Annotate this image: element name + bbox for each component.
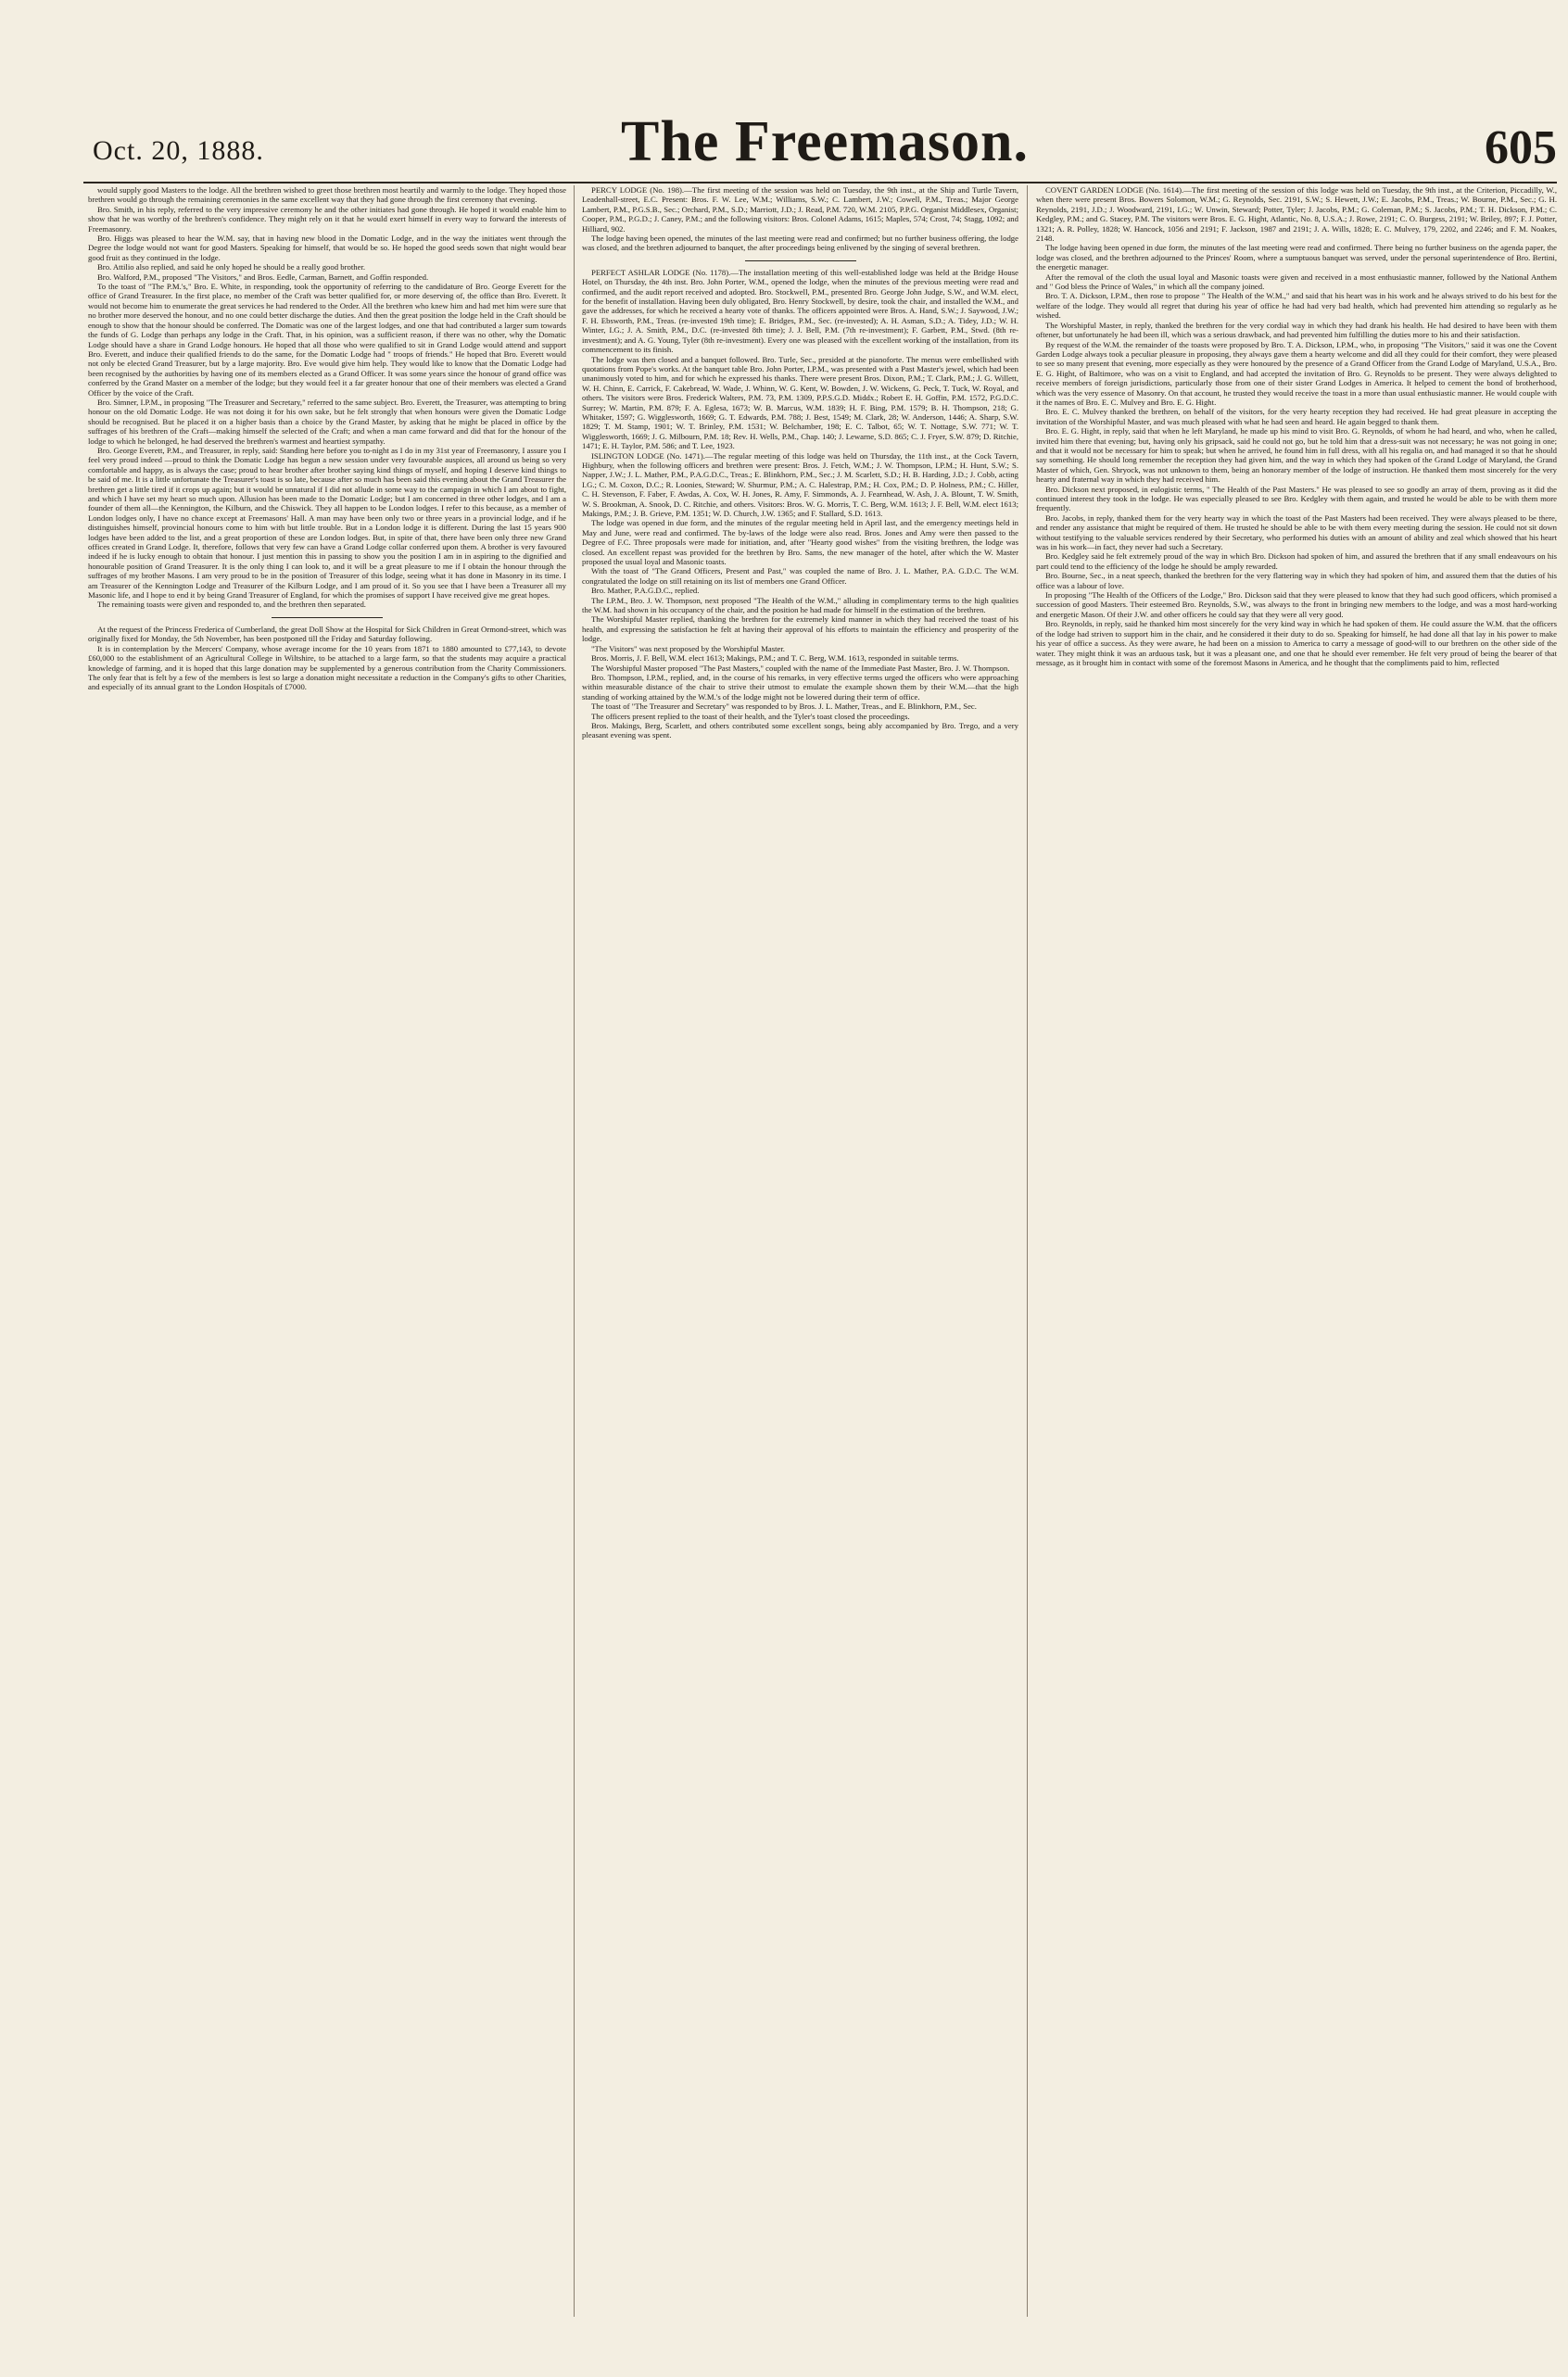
column-divider — [574, 185, 575, 2317]
paragraph: Bros. Morris, J. F. Bell, W.M. elect 1613; Makings, P.M.; and T. C. Berg, W.M. 1613, responded in suitable terms. — [591, 653, 959, 664]
paragraph: After the removal of the cloth the usual loyal and Masonic toasts were given and received in a most enthusiastic manner, followed by the National Anthem and " God bless the Prince of Wales," in which all the company joined. — [1036, 272, 1557, 292]
paragraph: Bro. George Everett, P.M., and Treasurer, in reply, said: Standing here before you to-night as I do in my 31st year of Freemasonry, I assure you I feel very proud indeed —proud to think the Domatic Lodge has begun a new session under very favourable auspices, all around us being so very comfortable and happy, as is always the case; proud to hear brother after brother saying kind things of myself, and hoping I deserve kind things to be said of me. It is a little unfortunate the Treasurer's toast is so late, because after so much has been said this evening about the Grand Treasurer the brethren get a little tired if it crops up again; but it would be unnatural if I did not allude in some way to the campaign in which I am about to fight, and which I have set my heart so much upon. Allusion has been made to the Domatic Lodge; but I am concerned in three other lodges, and I am a founder of them all—the Kennington, the Kilburn, and the Chiswick. They all happen to be London lodges. I refer to this because, as a member of London lodges only, I have no chance except at Freemasons' Hall. A man may have been only two or three years in a provincial lodge, and if he distinguishes himself, provincial honours come to him with but little trouble. But in a London lodge it is different. During the last 15 years 900 lodges have been added to the list, and a great proportion of these are London lodges. But, in spite of that, there have been only three new Grand offices created in Grand Lodge. It, therefore, follows that very few can have a Grand Lodge collar conferred upon them. A brother is very favoured indeed if he is lucky enough to obtain that honour. I just mention this in passing to show you the position I am in in aspiring to the dignified and honourable position of Grand Treasurer. It is the only thing I can look to, and it will be a great pleasure to me if I obtain the honour through the suffrages of my brother Masons. I am very proud to be in the position of Treasurer of this lodge, seeing what it has done in Masonry in its time. I am Treasurer of the Kennington Lodge and Treasurer of the Kilburn Lodge, and I am proud of it. So you see that I have been a Treasurer all my Masonic life, and I hope to end it by being Grand Treasurer of England, for which the promises of support I have received give me great hopes. — [88, 445, 566, 601]
column-1 — [88, 185, 566, 2317]
paragraph: Bro. Thompson, I.P.M., replied, and, in the course of his remarks, in very effective terms urged the officers who were approaching within measurable distance of the chair to strive their utmost to emulate the example shown them by their W.M.—that the high standing of working attained by the W.M.'s of the lodge might not be lowered during their term of office. — [582, 672, 1018, 702]
paragraph: The lodge was opened in due form, and the minutes of the regular meeting held in April last, and the emergency meetings held in May and June, were read and confirmed. The by-laws of the lodge were also read. Bros. Jones and Amy were then passed to the Degree of F.C. Three proposals were made for initiation, and, after "Hearty good wishes" from the visiting brethren, the lodge was closed. An excellent repast was provided for the brethren by Bro. Sams, the new manager of the hotel, after which the W. Master proposed the usual loyal and Masonic toasts. — [582, 518, 1018, 567]
masthead — [93, 109, 1557, 174]
column-divider — [1027, 185, 1028, 2317]
paragraph: Bro. Higgs was pleased to hear the W.M. say, that in having new blood in the Domatic Lodge, and in the way the initiates went through the Degree the lodge would not want for good Masters. Speaking for himself, that would be so. He hoped the good seeds sown that night would bear good fruit as they continued in the lodge. — [88, 234, 566, 262]
paragraph: The officers present replied to the toast of their health, and the Tyler's toast closed the proceedings. — [591, 711, 910, 721]
paragraph: Bro. T. A. Dickson, I.P.M., then rose to propose " The Health of the W.M.," and said that his heart was in his work and he always strived to do his best for the welfare of the lodge. They would all regret that during his year of office he had had very bad health, which had prevented him attending so regularly as he wished. — [1036, 291, 1557, 321]
paragraph: Bro. Walford, P.M., proposed "The Visitors," and Bros. Eedle, Carman, Barnett, and Goffin responded. — [97, 272, 429, 282]
paragraph: The lodge was then closed and a banquet followed. Bro. Turle, Sec., presided at the pianoforte. The menus were embellished with quotations from Pope's works. At the banquet table Bro. John Porter, I.P.M., was presented with a Past Master's jewel, which had been unanimously voted to him, and for which he expressed his thanks. There were present Bros. Dixon, P.M.; T. Clark, P.M.; J. G. Willett, W. H. Chinn, E. Carrick, F. Cakebread, W. Wade, J. Whinn, W. G. Kent, W. Bowden, J. W. Wickens, G. Peck, T. Tuck, W. Royal, and others. The visitors were Bros. Frederick Walters, P.M. 73, P.M. 1309, P.P.S.G.D. Middx.; Robert E. H. Goffin, P.M. 1572, P.G.D.C. Surrey; W. Martin, P.M. 879; F. A. Eglesa, 1673; W. B. Marcus, W.M. 1839; H. F. Bing, P.M. 1579; B. H. Thompson, 218; G. Whitaker, 1597; G. Wigglesworth, 1669; G. T. Edwards, P.M. 788; J. Best, 1549; M. Clark, 28; W. Anderson, 1446; A. Sharp, S.W. 1829; T. M. Stamp, 1901; W. T. Brinley, P.M. 1531; W. Belchamber, 198; E. C. Talbot, 65; W. T. Nottage, S.W. 771; W. T. Wigglesworth, 1669; J. G. Milbourn, P.M. 18; Rev. H. Wells, P.M., Chap. 140; J. Lewarne, S.D. 865; C. J. Fryer, S.W. 879; D. Ritchie, 1471; E. H. Taylor, P.M. 586; and T. Lee, 1923. — [582, 354, 1018, 451]
paragraph: At the request of the Princess Frederica of Cumberland, the great Doll Show at the Hospital for Sick Children in Great Ormond-street, which was originally fixed for Monday, the 5th November, has been postponed till the Friday and Saturday following. — [88, 624, 566, 644]
paragraph: Bro. E. G. Hight, in reply, said that when he left Maryland, he made up his mind to visit Bro. G. Reynolds, of whom he had heard, and who, when he called, invited him there that evening; but, having only his gripsack, said he could not go, but he told him that a dress-suit was not necessary; he was not going in one; and that it would not be necessary for him to speak; but when he arrived, he found him in full dress, with all his regalia on, and had managed it so that he should say something. He should long remember the reception they had given him, and the way in which they had spoken of the Grand Lodge of Maryland, the Grand Master of which, Gen. Shryock, was not unknown to them, being an honorary member of the lodge of instruction. He thanked them most sincerely for the very hearty and fraternal way in which they had received him. — [1036, 426, 1557, 485]
column-2 — [582, 185, 1018, 2317]
lodge-report-heading: PERFECT ASHLAR LODGE (No. 1178).—The installation meeting of this well-established lodge was held at the Bridge House Hotel, on Thursday, the 4th inst. Bro. John Porter, W.M., opened the lodge, when the minutes of the previous meeting were read and confirmed, and the audit report received and adopted. Bro. Stockwell, P.M., presented Bro. George John Judge, S.W., and W.M. elect, for the benefit of installation. Having been duly obligated, Bro. Henry Stockwell, by desire, took the chair, and installed the W.M., and gave the addresses, for which he received a hearty vote of thanks. The officers appointed were Bros. A. Hand, S.W.; J. Saywood, J.W.; F. H. Ebsworth, P.M., Treas. (re-invested 19th time); E. Bridges, P.M., Sec. (re-invested); A. H. Asman, S.D.; A. Tidey, J.D.; W. H. Winter, I.G.; J. A. Smith, P.M., D.C. (re-invested 8th time); J. J. Bell, P.M. (7th re-investment); F. Garbett, P.M., Stwd. (8th re-investment); and A. G. Young, Tyler (8th re-investment). Every one was pleased with the excellent working of the installation, from its commencement to its finish. — [582, 267, 1018, 355]
paragraph: Bro. Dickson next proposed, in eulogistic terms, " The Health of the Past Masters." He was pleased to see so goodly an array of them, proving as it did the continued interest they took in the lodge. He was especially pleased to see Bro. Kedgley with them again, and trusted he would be able to be with them more frequently. — [1036, 484, 1557, 513]
paragraph: Bro. Mather, P.A.G.D.C., replied. — [591, 586, 700, 596]
paragraph: The remaining toasts were given and responded to, and the brethren then separated. — [97, 600, 366, 610]
page-number: 605 — [1485, 121, 1557, 174]
masthead-rule — [83, 182, 1557, 183]
paragraph: In proposing "The Health of the Officers of the Lodge," Bro. Dickson said that they were pleased to know that they had such good officers, which promised a succession of good Masters. Their esteemed Bro. Reynolds, S.W., was always to the front in bringing new members to the lodge, and was a most hard-working and energetic Mason. Of their J.W. and other officers he could say that they were all very good. — [1036, 590, 1557, 619]
lodge-report-heading: ISLINGTON LODGE (No. 1471).—The regular meeting of this lodge was held on Thursday, the 11th inst., at the Cock Tavern, Highbury, when the following officers and brethren were present: Bros. J. Fetch, W.M.; J. W. Thompson, I.P.M.; H. Hunt, S.W.; S. Napper, J.W.; J. L. Mather, P.M., P.A.G.D.C., Treas.; E. Blinkhorn, P.M., Sec.; J. M. Scarlett, S.D.; H. B. Harding, J.D.; J. Cobb, acting I.G.; C. M. Coxon, D.C.; R. Loonies, Steward; W. Shurmur, P.M.; A. C. Halestrap, P.M.; H. Cox, P.M.; D. P. Holness, P.M.; C. Hiller, C. H. Stevenson, F. Faber, F. Awdas, A. Cox, W. H. Jones, R. Amy, F. Simmonds, A. J. Fearnhead, W. Ash, J. A. Blount, T. W. Smith, W. S. Brookman, A. Snook, D. C. Ritchie, and others. Visitors: Bros. W. G. Morris, T. C. Berg, W.M. 1613; J. F. Bell, W.M. elect 1613; Makings, P.M.; J. B. Grieve, P.M. 1351; W. D. Church, J.W. 1365; and F. Stallard, S.D. 1613. — [582, 450, 1018, 518]
section-separator — [272, 617, 383, 618]
paragraph: The lodge having been opened in due form, the minutes of the last meeting were read and confirmed. There being no further business on the agenda paper, the lodge was closed, and the brethren adjourned to the Princes' Room, where a sumptuous banquet was served, under the personal superintendence of Bro. Bertini, the energetic manager. — [1036, 243, 1557, 272]
lodge-report-heading: PERCY LODGE (No. 198).—The first meeting of the session was held on Tuesday, the 9th inst., at the Ship and Turtle Tavern, Leadenhall-street, E.C. Present: Bros. F. W. Lee, W.M.; Williams, S.W.; C. Lambert, J.W.; Cowell, P.M., Treas.; Major George Lambert, P.M., P.G.S.B., Sec.; Orchard, P.M., S.D.; Marriott, J.D.; J. Read, P.M. 720, W.M. 2105, P.P.G. Organist Middlesex, Organist; Cooper, P.M., P.G.D.; J. Caney, P.M.; and the following visitors: Bros. Colonel Adams, 1615; Maples, 574; Crost, 74; Stagg, 1092; and Hilliard, 902. — [582, 185, 1018, 234]
paragraph: With the toast of "The Grand Officers, Present and Past," was coupled the name of Bro. J. L. Mather, P.A. G.D.C. The W.M. congratulated the lodge on still retaining on its list of members one Grand Officer. — [582, 566, 1018, 586]
paragraph: Bro. Attilio also replied, and said he only hoped he should be a really good brother. — [97, 262, 366, 272]
paragraph: To the toast of "The P.M.'s," Bro. E. White, in responding, took the opportunity of referring to the candidature of Bro. George Everett for the office of Grand Treasurer. In the first place, no member of the Craft was better qualified for, or more deserving of, the office than Bro. Everett. It would not become him to enumerate the great services he had rendered to the Order. All the brethren who knew him and had met him were sure that no brother more deserved the honour, and no one could better discharge the duties. And then the great position the lodge held in the Craft should be enough to show that the honour should be conferred. The Domatic was one of the largest lodges, and one that had contributed a larger sum towards the funds of G. Lodge than perhaps any lodge in the Craft. That, in his opinion, was a sufficient reason, if there was no other, why the Domatic Lodge should have a share in Grand Lodge honours. He hoped that all those who were qualified to sit in Grand Lodge would attend and support Bro. Everett, and induce their qualified friends to do the same, for the Domatic Lodge had " troops of friends." He hoped that Bro. Everett would not only be elected Grand Treasurer, but by a large majority. Bro. Eve would give him help. They would like to know that the Domatic Lodge had been recognised by the authorities by having one of its members elected as a Grand Officer. It was some years since the honour of grand office was conferred by the Grand Master on a member of the lodge; but they would feel it a far greater honour that one of their members was elected a Grand Officer by the voice of the Craft. — [88, 282, 566, 398]
issue-date: Oct. 20, 1888. — [93, 135, 264, 166]
column-3 — [1036, 185, 1557, 2317]
paragraph: would supply good Masters to the lodge. All the brethren wished to greet those brethren most heartily and warmly to the lodge. They hoped those brethren would go through the remaining ceremonies in the same excellent way that they had gone through the first ceremony that evening. — [88, 185, 566, 205]
paragraph: Bro. Jacobs, in reply, thanked them for the very hearty way in which the toast of the Past Masters had been received. They were always pleased to be there, and render any assistance that might be required of them. He trusted he should be able to be with them every meeting during the session. He could not sit down without testifying to the valuable services rendered by their Secretary, who performed his duties with an amount of ability and zeal which showed that his heart was in his work—in fact, they never had such a Secretary. — [1036, 512, 1557, 552]
paragraph: By request of the W.M. the remainder of the toasts were proposed by Bro. T. A. Dickson, I.P.M., who, in proposing "The Visitors," said it was one the Covent Garden Lodge always took a peculiar pleasure in proposing, they always gave them a hearty welcome and did all they could for their comfort, they were pleased to see so many present that evening, more especially as they were honoured by the presence of a Grand Officer from the Grand Lodge of Maryland, U.S.A., Bro. E. G. Hight, of Baltimore, who was on a visit to England, and had accepted the invitation of Bro. G. Reynolds to be present. They were always delighted to receive members of foreign jurisdictions, particularly those from one of their sister Grand Lodges in America. It helped to cement the bond of brotherhood, which was the very essence of Masonry. On that account, he trusted they would receive the toast in a more than usual enthusiastic manner. He would couple with it the names of Bro. E. C. Mulvey and Bro. E. G. Hight. — [1036, 339, 1557, 407]
paragraph: Bro. Smith, in his reply, referred to the very impressive ceremony he and the other initiates had gone through. He hoped it would enable him to show that he was worthy of the brethren's confidence. They might rely on it that he would exert himself in every way to forward the interests of Freemasonry. — [88, 204, 566, 234]
paragraph: Bro. Reynolds, in reply, said he thanked him most sincerely for the very kind way in which he had spoken of them. He could assure the W.M. that the officers of the lodge had striven to support him in the chair, and he considered it their duty to do so. Speaking for himself, he had done all that lay in his power to make his year of office a success. As they were aware, he had been on a mission to America to carry a message of good-will to our brethren on the other side of the water. They might think it was an arduous task, but it was a pleasant one, and one that he should ever remember. He felt very proud of being the bearer of that message, as it brought him in contact with some of the foremost Masons in America, and he thought that the compliments paid to him, reflected — [1036, 619, 1557, 667]
paragraph: The Worshipful Master replied, thanking the brethren for the extremely kind manner in which they had received the toast of his health, and expressing the satisfaction he felt at having their approval of his efforts to maintain the efficiency and prosperity of the lodge. — [582, 614, 1018, 644]
paragraph: It is in contemplation by the Mercers' Company, whose average income for the 10 years from 1871 to 1880 amounted to £77,143, to devote £60,000 to the establishment of an Agricultural College in Wiltshire, to be attached to a large farm, so that the students may acquire a practical knowledge of farming, and it is hoped that this large donation may be supplemented by a generous contribution from the Charity Commissioners. The only fear that is felt by a few of the members is lest so large a donation might necessitate a reduction in the Company's gifts to other Charities, and especially of its annual grant to the London Hospitals of £7000. — [88, 643, 566, 692]
section-separator — [745, 260, 856, 261]
paragraph: Bro. Bourne, Sec., in a neat speech, thanked the brethren for the very flattering way in which they had spoken of him, and assured them that the duties of his office was a labour of love. — [1036, 571, 1557, 590]
paragraph: Bros. Makings, Berg, Scarlett, and others contributed some excellent songs, being ably accompanied by Bro. Trego, and a very pleasant evening was spent. — [582, 720, 1018, 740]
paragraph: The toast of "The Treasurer and Secretary" was responded to by Bros. J. L. Mather, Treas., and E. Blinkhorn, P.M., Sec. — [591, 702, 977, 712]
paragraph: The Worshipful Master proposed "The Past Masters," coupled with the name of the Immediate Past Master, Bro. J. W. Thompson. — [591, 663, 1010, 673]
paragraph: Bro. Simner, I.P.M., in proposing "The Treasurer and Secretary," referred to the same subject. Bro. Everett, the Treasurer, was attempting to bring honour on the old Domatic Lodge. He was not doing it for his own sake, but he felt strongly that when honours were given the Domatic Lodge should be recognised. But he placed it on a higher basis than a choice by the Grand Master, by asking that he might be placed in office by the suffrages of his brethren of the Craft—making himself the selected of the Craft; and when a man came forward and did that for the honour of the lodge to which he belonged, he had deserved the brethren's warmest and heartiest sympathy. — [88, 397, 566, 446]
newspaper-title: The Freemason. — [621, 110, 1029, 173]
paragraph: The Worshipful Master, in reply, thanked the brethren for the very cordial way in which they had drank his health. He had desired to have been with them oftener, but unfortunately he had been ill, which was a serious drawback, and had prevented him fulfilling the duties more to his and their satisfaction. — [1036, 320, 1557, 340]
paragraph: "The Visitors" was next proposed by the Worshipful Master. — [591, 643, 785, 653]
paragraph: Bro. E. C. Mulvey thanked the brethren, on behalf of the visitors, for the very hearty reception they had received. He had great pleasure in accepting the invitation of the Worshipful Master, and was much pleased with what he had seen and heard. He again begged to thank them. — [1036, 407, 1557, 426]
lodge-report-heading: COVENT GARDEN LODGE (No. 1614).—The first meeting of the session of this lodge was held on Tuesday, the 9th inst., at the Criterion, Piccadilly, W., when there were present Bros. Bowers Solomon, W.M.; G. Reynolds, Sec. 2191, S.W.; S. Hewett, J.W.; E. Jacobs, P.M., Treas.; W. Bourne, P.M., Sec.; G. H. Reynolds, 2191, J.D.; J. Woodward, 2191, I.G.; W. Unwin, Steward; Potter, Tyler; J. Jacobs, P.M.; G. Coleman, P.M.; S. Jacobs, P.M.; T. H. Dickson, P.M.; C. Kedgley, P.M.; and G. Stacey, P.M. The visitors were Bros. E. G. Hight, Atlantic, No. 8, U.S.A.; J. Rowe, 2191; C. O. Burgess, 2191; W. Briley, 897; F. J. Potter, 1321; A. R. Polley, 1828; W. Hancock, 1056 and 2191; F. Jackson, 1987 and 2191; J. A. Wills, 1828; E. C. Mulvey, 179, 2202, and 2246; and F. M. Noakes, 2148. — [1036, 185, 1557, 244]
paragraph: The I.P.M., Bro. J. W. Thompson, next proposed "The Health of the W.M.," alluding in complimentary terms to the high qualities the W.M. had shown in his occupancy of the chair, and the position he had made for himself in the estimation of the brethren. — [582, 595, 1018, 615]
paragraph: The lodge having been opened, the minutes of the last meeting were read and confirmed; but no further business offering, the lodge was closed, and the brethren adjourned to banquet, the after proceedings being enlivened by the singing of several brethren. — [582, 234, 1018, 253]
paragraph: Bro. Kedgley said he felt extremely proud of the way in which Bro. Dickson had spoken of him, and assured the brethren that if any small endeavours on his part could tend to the efficiency of the lodge he should be amply rewarded. — [1036, 551, 1557, 571]
